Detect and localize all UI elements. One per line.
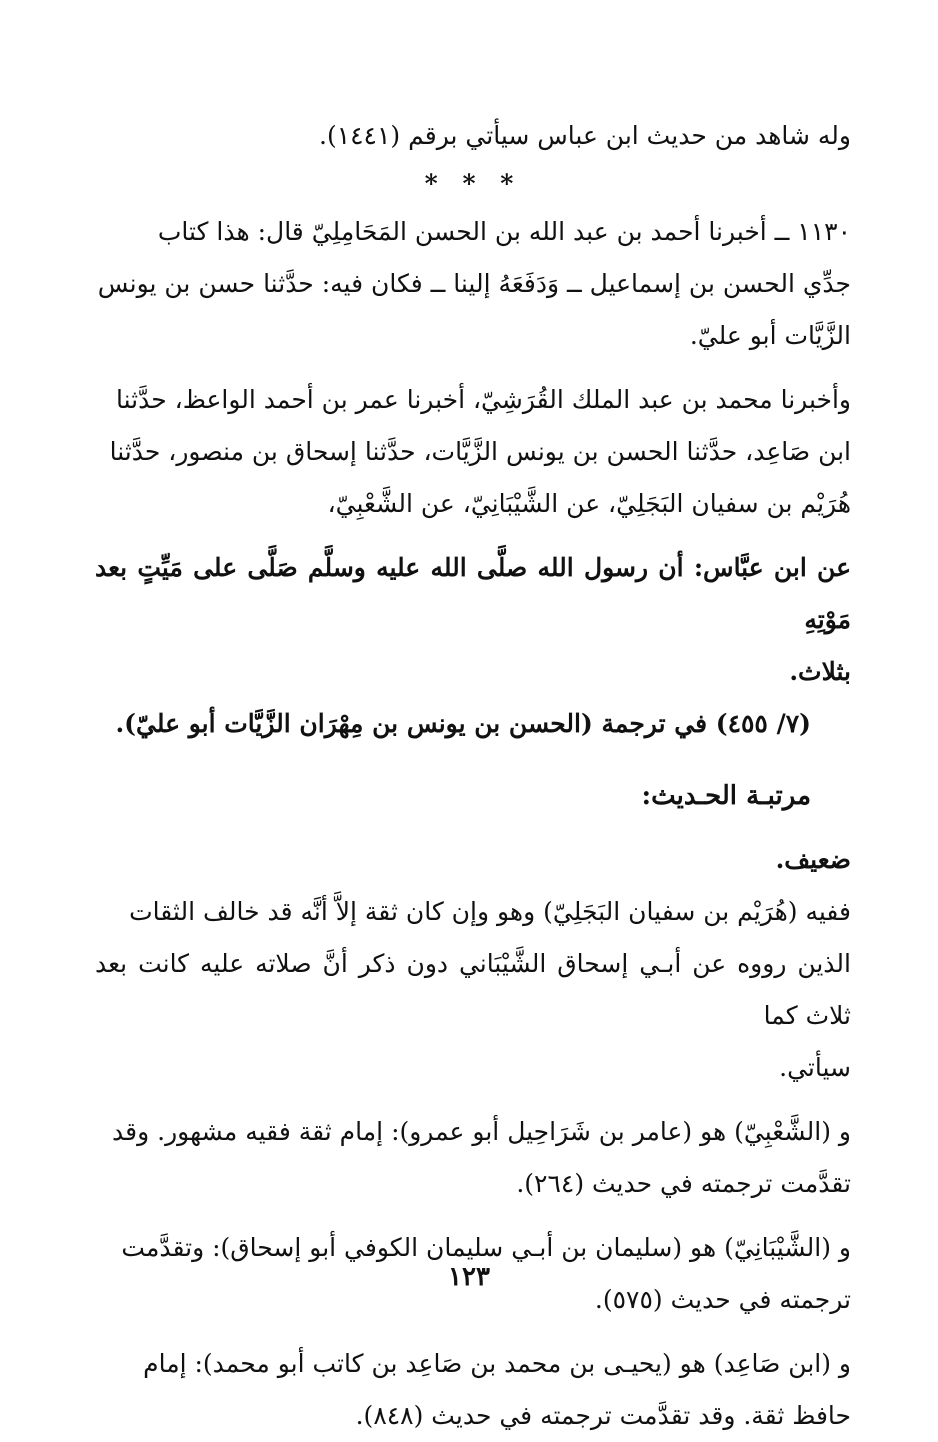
text-line: الذين رووه عن أبـي إسحاق الشَّيْبَاني دون ذكر أنَّ صلاته عليه كانت بعد ثلاث كما — [95, 949, 851, 1030]
source-reference — [95, 698, 811, 750]
section-separator: * * * — [424, 169, 522, 198]
hadith-isnad-paragraph-2 — [95, 374, 851, 530]
text-line: ١١٣٠ ــ أخبرنا أحمد بن عبد الله بن الحسن المَحَامِلِيّ قال: هذا كتاب — [157, 217, 851, 246]
text-line: (٧/ ٤٥٥) في ترجمة (الحسن بن يونس بن مِهْرَان الزَّيَّات أبو عليّ). — [115, 709, 811, 738]
paragraph-witness — [95, 110, 851, 162]
narrator-note — [95, 1106, 851, 1210]
text-line: و (الشَّيْبَانِيّ) هو (سليمان بن أبـي سليمان الكوفي أبو إسحاق): وتقدَّمت — [121, 1233, 851, 1262]
narrator-note — [95, 1338, 851, 1442]
text-line: عن ابن عبَّاس: أن رسول الله صلَّى الله عليه وسلَّم صَلَّى على مَيِّتٍ بعد مَوْتِهِ — [95, 553, 851, 634]
text-line: ففيه (هُرَيْم بن سفيان البَجَلِيّ) وهو وإن كان ثقة إلاَّ أنَّه قد خالف الثقات — [129, 897, 851, 926]
text-line: وله شاهد من حديث ابن عباس سيأتي برقم (١٤٤١). — [319, 121, 851, 150]
page-body — [95, 110, 851, 1442]
page-number: ١٢٣ — [448, 1262, 490, 1292]
text-line: جدِّي الحسن بن إسماعيل ــ وَدَفَعَهُ إلينا ــ فكان فيه: حدَّثنا حسن بن يونس — [97, 269, 851, 298]
text-line: ضعيف. — [775, 845, 851, 874]
text-line: ترجمته في حديث (٥٧٥). — [594, 1285, 851, 1314]
section-heading: مرتبـة الحـديث: — [641, 781, 811, 811]
text-line: الزَّيَّات أبو عليّ. — [689, 321, 851, 350]
grading-paragraph — [95, 834, 851, 886]
text-line: بثلاث. — [789, 657, 851, 686]
text-line: و (ابن صَاعِد) هو (يحيـى بن محمد بن صَاعِد بن كاتب أبو محمد): إمام — [143, 1349, 851, 1378]
text-line: وأخبرنا محمد بن عبد الملك القُرَشِيّ، أخبرنا عمر بن أحمد الواعظ، حدَّثنا — [116, 385, 851, 414]
text-line: هُرَيْم بن سفيان البَجَلِيّ، عن الشَّيْبَانِيّ، عن الشَّعْبِيّ، — [327, 489, 851, 518]
grading-explanation — [95, 886, 851, 1094]
hadith-matn-paragraph — [95, 542, 851, 698]
text-line: ابن صَاعِد، حدَّثنا الحسن بن يونس الزَّيَّات، حدَّثنا إسحاق بن منصور، حدَّثنا — [109, 437, 851, 466]
text-line: سيأتي. — [779, 1053, 851, 1082]
text-line: تقدَّمت ترجمته في حديث (٢٦٤). — [516, 1169, 851, 1198]
text-line: حافظ ثقة. وقد تقدَّمت ترجمته في حديث (٨٤٨). — [355, 1401, 851, 1430]
hadith-isnad-paragraph — [95, 206, 851, 362]
text-line: و (الشَّعْبِيّ) هو (عامر بن شَرَاحِيل أبو عمرو): إمام ثقة فقيه مشهور. وقد — [112, 1117, 851, 1146]
